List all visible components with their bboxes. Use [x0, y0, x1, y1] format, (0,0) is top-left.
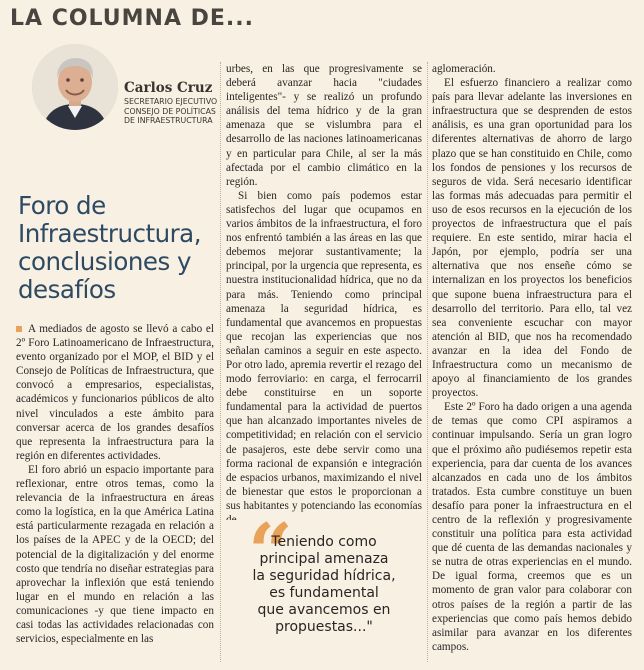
pull-quote: [226, 507, 422, 660]
paragraph: El esfuerzo financiero a realizar como país para llevar adelante las inversiones en infraestructura que se desprenden de estos análisis, es una gran oportunidad para los diferentes alternativas de ahorro de largo plazo que se han constituido en Chile, como los fondos de pensiones y los recursos de seguros de vida. Será necesario identificar las formas más adecuadas para permitir el uso de esos recursos en la ejecución de los proyectos de infraestructura que el país requiere. En este sentido, mirar hacia el Japón, por ejemplo, podría ser una alternativa que nos enseñe cómo se internalizan en los proyectos los beneficios que supone buena infraestructura para el desarrollo del territorio. Para ello, tal vez sea conveniente escuchar con mayor atención al BID, que nos ha recomendado avanzar en la idea del Fondo de Infraestructura como un mecanismo de apoyo al financiamiento de los grandes proyectos.: [432, 77, 632, 400]
author-name: Carlos Cruz: [124, 80, 213, 96]
article-column-3: [432, 62, 632, 654]
author-role: SECRETARIO EJECUTIVO CONSEJO DE POLÍTICAS DE INFRAESTRUCTURA: [124, 97, 218, 126]
article-headline: Foro de Infraestructura, conclusiones y desafíos: [18, 191, 201, 304]
paragraph: aglomeración.: [432, 63, 496, 75]
square-bullet-icon: [16, 326, 22, 332]
column-divider: [220, 62, 221, 662]
column-divider: [427, 62, 428, 662]
article-column-1: [16, 322, 214, 646]
article-column-2: [226, 62, 422, 527]
paragraph: Este 2º Foro ha dado origen a una agenda de temas que como CPI aspiramos a continuar impulsando. Sería un gran logro que el próximo año pudiésemos repetir esta experiencia, para dar cuenta de los avances alcanzados en cada uno de los ámbitos tratados. Esta cumbre constituye un buen desafío para poner la infraestructura en el centro de la reflexión y progresivamente constituir una política para esta actividad que dé cuenta de las demandas nacionales y se nutra de otras experiencias en el mundo. De igual forma, creemos que es un momento de gran valor para colaborar con otros países de la región a partir de las experiencias que como país hemos debido asimilar para avanzar en los diferentes campos.: [432, 401, 632, 653]
pull-quote-text: Teniendo como principal amenaza la seguridad hídrica, es fundamental que avancemos en propuestas...": [252, 534, 396, 635]
paragraph: El foro abrió un espacio importante para reflexionar, entre otros temas, como la relevancia de la infraestructura en áreas como la logística, en la que América Latina está particularmente rezagada en relación a los países de la APEC y de la OECD; del potencial de la digitalización y del enorme costo que tendría no diseñar estrategias para aprovechar la inflexión que está teniendo lugar en el mundo en relación a las comunicaciones -y que tiene impacto en casi todas las actividades relacionadas con servicios, especialmente en las: [16, 463, 214, 646]
author-portrait-icon: [32, 44, 118, 130]
section-title: LA COLUMNA DE...: [10, 6, 255, 31]
paragraph: urbes, en las que progresivamente se deberá avanzar hacia "ciudades inteligentes"- y se realizó un profundo análisis del tema hídrico y de la gran amenaza que se vislumbra para el desarrollo de las naciones latinoamericanas y en particular para Chile, al ser la más afectada por el cambio climático en la región.: [226, 63, 422, 188]
paragraph: A mediados de agosto se llevó a cabo el 2º Foro Latinoamericano de Infraestructura, evento organizado por el MOP, el BID y el Consejo de Políticas de Infraestructura, que convocó a empresarios, especialistas, académicos y funcionarios públicos de alto nivel vinculados a este ámbito para conversar acerca de los grandes desafíos que representa la infraestructura para la región en diferentes actividades.: [16, 323, 214, 462]
quote-mark-icon: “: [248, 507, 293, 598]
paragraph: Si bien como país podemos estar satisfechos del lugar que ocupamos en varios ámbitos de la infraestructura, el foro nos enfrentó también a las áreas en las que debemos mejorar sustantivamente; la principal, por la urgencia que representa, es nuestra institucionalidad hídrica, que no da para más. Teniendo como principal amenaza la seguridad hídrica, es fundamental que avancemos en propuestas que recojan las experiencias que nos señalan caminos a seguir en este aspecto. Por otro lado, apremia revertir el rezago del modo ferroviario: en carga, el ferrocarril debe constituirse en un soporte fundamental para la actividad de puertos que han alcanzado importantes niveles de competitividad; en relación con el servicio de pasajeros, este debe servir como una forma racional de expansión e integración de espacios urbanos, maximizando el nivel de bienestar que estos le proporcionan a sus habitantes y potenciando las economías: [226, 189, 422, 512]
author-photo: [32, 44, 118, 130]
